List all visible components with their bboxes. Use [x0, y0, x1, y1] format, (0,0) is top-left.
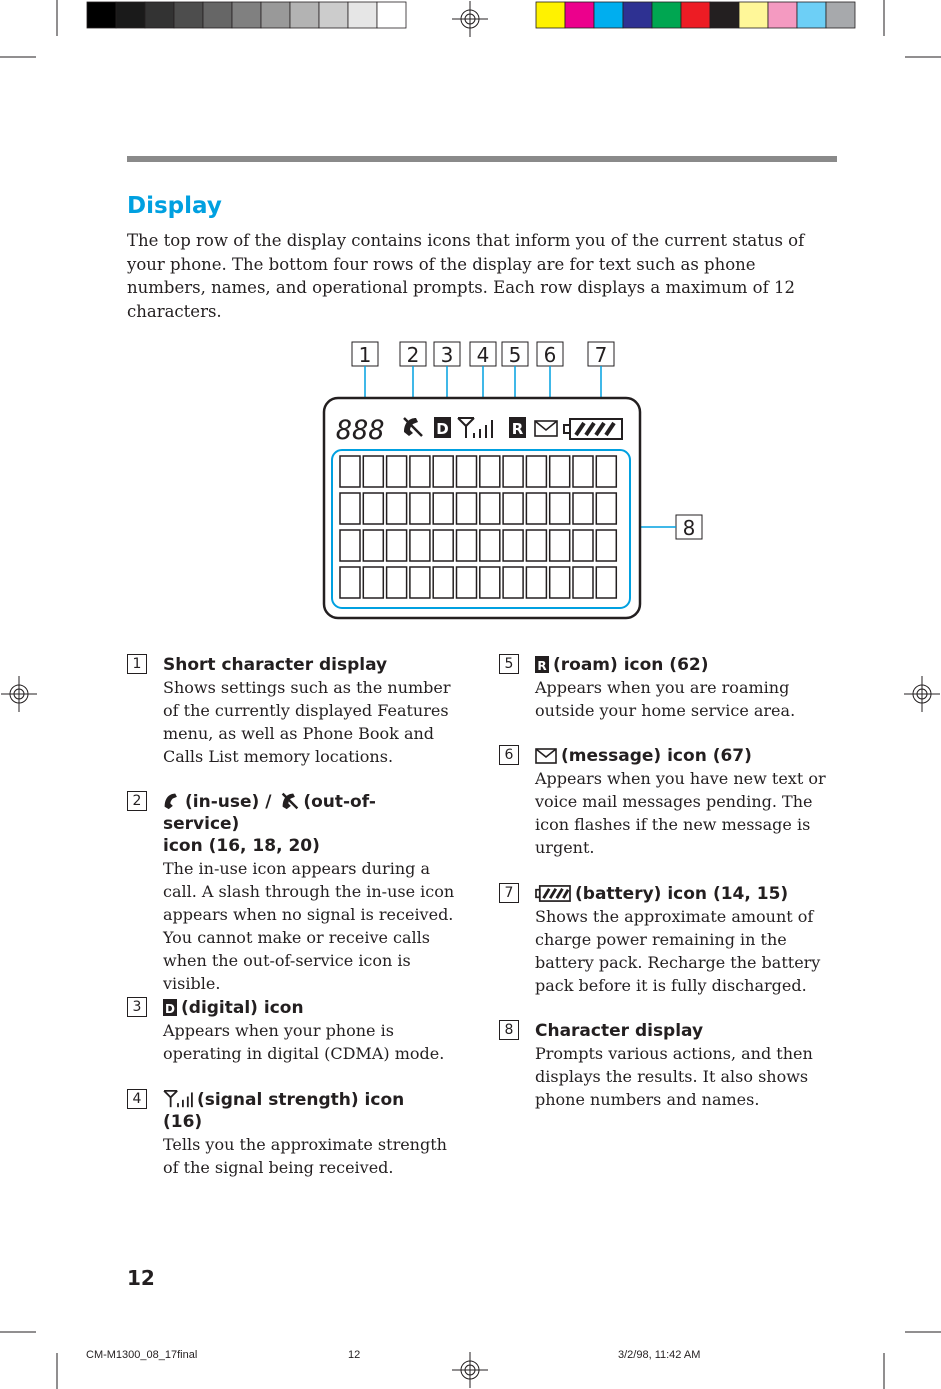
item-body: Appears when you are roaming outside your home service area. [535, 678, 796, 720]
callout-1 [352, 342, 378, 367]
svg-text:R: R [537, 659, 547, 673]
item-heading: (battery) icon (14, 15) [535, 883, 799, 905]
item-heading: D (digital) icon [163, 997, 427, 1019]
item-number: 2 [127, 791, 147, 811]
svg-text:6: 6 [543, 343, 557, 367]
svg-text:7: 7 [594, 343, 608, 367]
roam-icon [535, 656, 549, 673]
item-8 [499, 1020, 813, 1111]
callout-4 [470, 342, 496, 367]
color-swatch [348, 2, 377, 28]
item-body: Appears when you have new text or voice mail messages pending. The icon flashes if the new message is urgent. [535, 769, 826, 857]
in-use-icon [163, 792, 181, 810]
top-rule [127, 156, 837, 162]
item-heading: Short character display [163, 655, 388, 675]
message-icon [535, 748, 557, 764]
item-body: Appears when your phone is operating in digital (CDMA) mode. [163, 1021, 445, 1063]
item-number: 6 [499, 745, 519, 765]
display-diagram [300, 330, 720, 625]
item-6 [499, 745, 826, 859]
gray-bar [87, 2, 406, 28]
color-swatch [319, 2, 348, 28]
callout-6 [537, 342, 563, 367]
item-number: 8 [499, 1020, 519, 1040]
item-heading: R (roam) icon (62) [535, 654, 799, 676]
color-swatch [826, 2, 855, 28]
color-swatch [174, 2, 203, 28]
registration-mark-bottom [452, 1352, 488, 1388]
color-swatch [797, 2, 826, 28]
color-swatch [290, 2, 319, 28]
item-body: Shows settings such as the number of the currently displayed Features menu, as well as Phone Book and Calls List memory locations. [163, 678, 451, 766]
intro-paragraph: The top row of the display contains icons that inform you of the current status of your phone. The bottom four rows of the display are for text such as phone numbers, names, and operational prompts. Each row displays a maximum of 12 characters. [127, 231, 805, 321]
svg-text:R: R [511, 420, 524, 438]
item-2 [127, 791, 455, 995]
svg-text:3: 3 [440, 343, 454, 367]
roam-icon [509, 417, 526, 438]
color-swatch [232, 2, 261, 28]
color-bar [536, 2, 855, 28]
out-of-service-icon [281, 792, 299, 810]
signal-strength-icon [163, 1090, 193, 1108]
registration-mark-top [452, 1, 488, 37]
page-title: Display [127, 193, 222, 219]
svg-text:4: 4 [476, 343, 490, 367]
registration-mark-right [904, 676, 940, 712]
callout-5 [502, 342, 528, 367]
item-number: 1 [127, 654, 147, 674]
item-body: Tells you the approximate strength of the signal being received. [163, 1135, 447, 1177]
color-swatch [145, 2, 174, 28]
item-heading: (signal strength) icon (16) [163, 1090, 405, 1132]
callout-3 [434, 342, 460, 367]
callout-7 [588, 342, 614, 367]
color-swatch [623, 2, 652, 28]
color-swatch [203, 2, 232, 28]
item-number: 7 [499, 883, 519, 903]
item-1 [127, 654, 451, 768]
item-7 [499, 883, 821, 997]
short-character-display: 888 [336, 415, 385, 446]
footer-filename: CM-M1300_08_17final [86, 1349, 198, 1361]
svg-text:D: D [165, 1002, 175, 1016]
item-5 [499, 654, 799, 722]
color-swatch [116, 2, 145, 28]
item-number: 5 [499, 654, 519, 674]
svg-text:D: D [436, 420, 449, 438]
color-swatch [565, 2, 594, 28]
callout-2 [400, 342, 426, 367]
color-swatch [87, 2, 116, 28]
item-body: Shows the approximate amount of charge power remaining in the battery pack. Recharge the battery pack before it is fully discharged. [535, 907, 821, 995]
color-swatch [536, 2, 565, 28]
color-swatch [768, 2, 797, 28]
item-heading: (message) icon (67) [535, 745, 799, 767]
item-body: Prompts various actions, and then displays the results. It also shows phone numbers and names. [535, 1044, 813, 1109]
color-swatch [652, 2, 681, 28]
item-heading: Character display [535, 1021, 704, 1041]
color-swatch [710, 2, 739, 28]
color-swatch [377, 2, 406, 28]
item-body: The in-use icon appears during a call. A slash through the in-use icon appears when no signal is received. You cannot make or receive calls when the out-of-service icon is visible. [163, 859, 455, 993]
color-swatch [261, 2, 290, 28]
item-number: 4 [127, 1089, 147, 1109]
color-swatch [739, 2, 768, 28]
registration-mark-left [1, 676, 37, 712]
item-number: 3 [127, 997, 147, 1017]
svg-text:1: 1 [358, 343, 372, 367]
svg-text:8: 8 [682, 516, 696, 540]
battery-icon [535, 885, 571, 902]
svg-text:2: 2 [406, 343, 420, 367]
footer-page: 12 [348, 1349, 361, 1361]
svg-text:5: 5 [508, 343, 522, 367]
item-4 [127, 1089, 447, 1179]
callout-8 [676, 515, 702, 540]
color-swatch [594, 2, 623, 28]
digital-icon [163, 999, 177, 1016]
item-heading: (in-use) / (out-of-service) icon (16, 18, 20) [163, 792, 376, 856]
page-number: 12 [127, 1266, 155, 1290]
digital-icon [434, 417, 451, 438]
color-swatch [681, 2, 710, 28]
footer-timestamp: 3/2/98, 11:42 AM [618, 1349, 701, 1361]
item-3 [127, 997, 445, 1065]
